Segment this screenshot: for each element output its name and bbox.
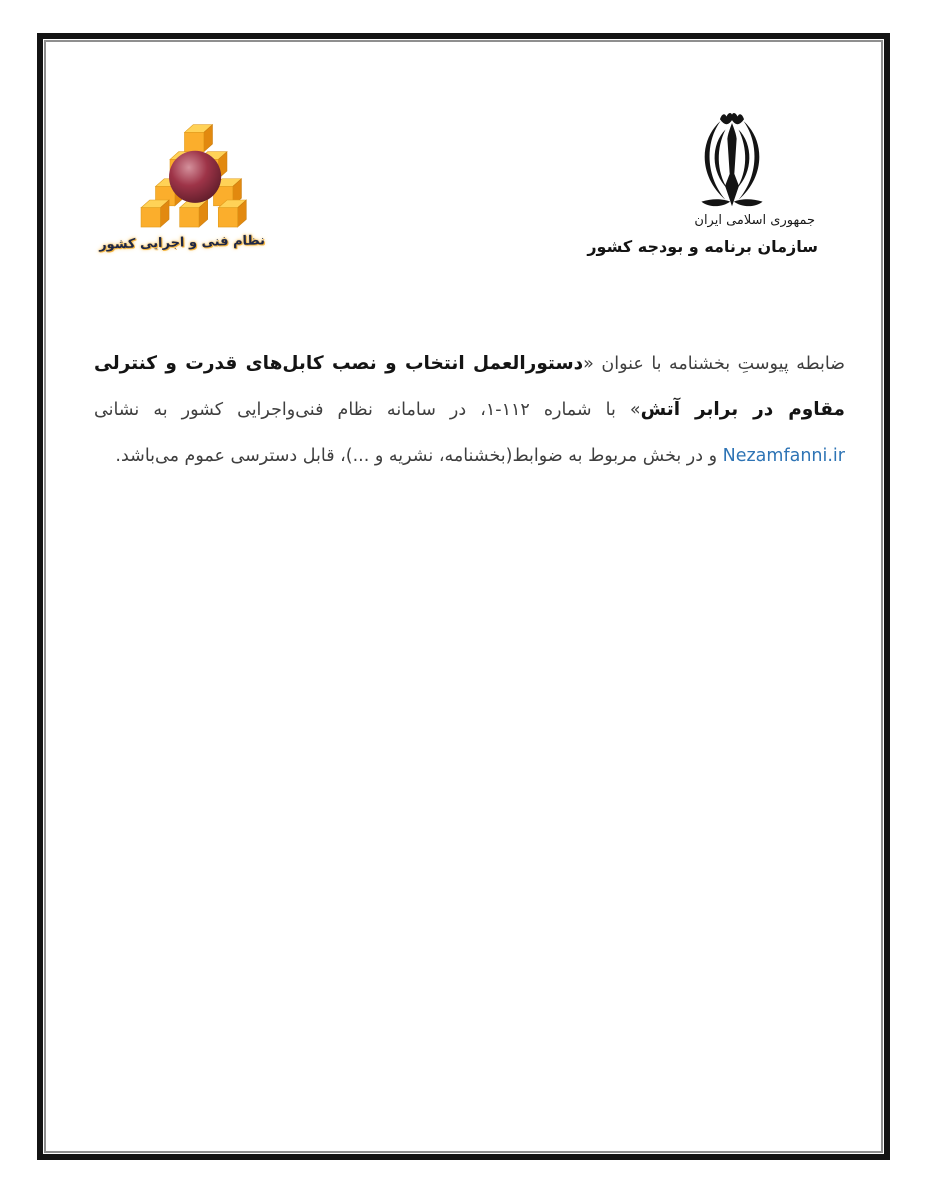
paragraph-text-middle: ، در سامانه نظام فنی‌واجرایی کشور به نشانی <box>94 400 486 420</box>
left-logo-caption: نظام فنی و اجرایی کشور <box>98 233 266 253</box>
emblem-caption-organization: سازمان برنامه و بودجه کشور <box>587 237 818 256</box>
cubes-pyramid-sphere-icon <box>134 116 262 228</box>
document-paragraph <box>94 341 845 479</box>
paragraph-text-lead: ضابطه پیوستِ بخشنامه با عنوان « <box>583 354 846 374</box>
emblem-caption-country: جمهوری اسلامی ایران <box>694 213 815 228</box>
circular-number: ۱-۱۱۲ <box>485 400 530 420</box>
circular-title-bold: دستورالعمل انتخاب و نصب کابل‌های قدرت و کنترلی مقاوم در برابر آتش <box>94 353 845 420</box>
paragraph-text-number-label: » با شماره <box>529 400 641 420</box>
nezamfanni-link[interactable]: Nezamfanni.ir <box>722 446 845 466</box>
pbo-logo <box>688 110 776 210</box>
paragraph-text-tail: و در بخش مربوط به ضوابط(بخشنامه، نشریه و ...)، قابل دسترسی عموم می‌باشد. <box>115 446 723 466</box>
iran-emblem-icon <box>688 110 776 210</box>
nezam-fanni-logo <box>98 116 266 253</box>
